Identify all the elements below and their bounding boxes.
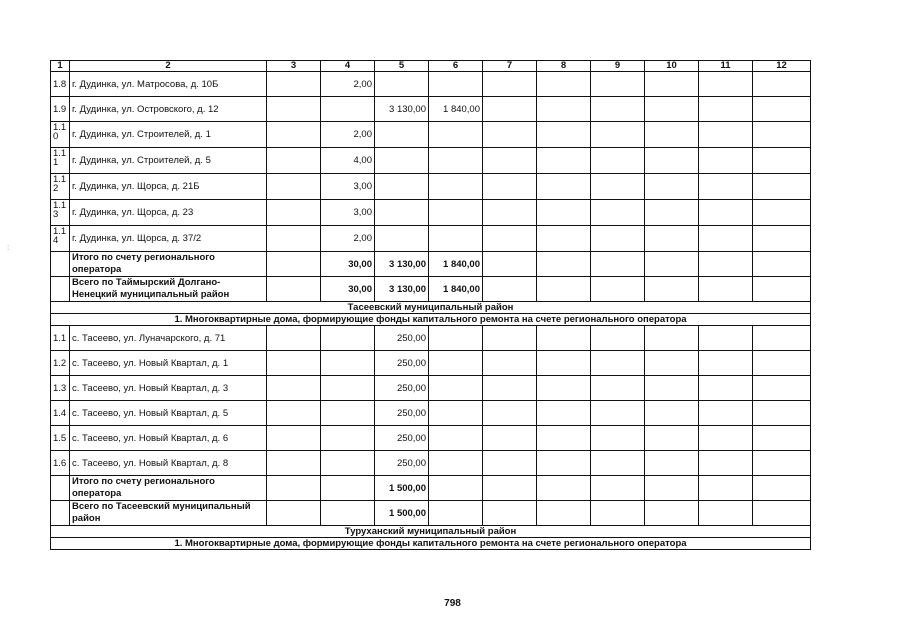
value-cell-6 — [429, 376, 483, 401]
value-cell-5: 1 500,00 — [375, 476, 429, 501]
row-number: 1.2 — [51, 351, 70, 376]
value-cell-5: 3 130,00 — [375, 97, 429, 122]
value-cell-8 — [537, 501, 591, 526]
value-cell-12 — [753, 122, 811, 148]
margin-mark: : — [7, 243, 10, 252]
value-cell-4 — [321, 476, 375, 501]
section-title: 1. Многоквартирные дома, формирующие фонды капитального ремонта на счете регионального оператора — [51, 314, 811, 326]
value-cell-7 — [483, 200, 537, 226]
value-cell-4: 30,00 — [321, 277, 375, 302]
value-cell-11 — [699, 277, 753, 302]
total-row — [51, 252, 811, 277]
value-cell-8 — [537, 277, 591, 302]
value-cell-11 — [699, 501, 753, 526]
value-cell-3 — [267, 122, 321, 148]
value-cell-4: 2,00 — [321, 72, 375, 97]
value-cell-3 — [267, 200, 321, 226]
value-cell-9 — [591, 326, 645, 351]
value-cell-11 — [699, 252, 753, 277]
value-cell-10 — [645, 200, 699, 226]
value-cell-12 — [753, 401, 811, 426]
value-cell-12 — [753, 97, 811, 122]
value-cell-3 — [267, 148, 321, 174]
value-cell-12 — [753, 72, 811, 97]
value-cell-6: 1 840,00 — [429, 97, 483, 122]
value-cell-6 — [429, 226, 483, 252]
value-cell-5: 3 130,00 — [375, 277, 429, 302]
district-row — [51, 302, 811, 314]
value-cell-10 — [645, 277, 699, 302]
value-cell-5 — [375, 148, 429, 174]
value-cell-12 — [753, 252, 811, 277]
district-row — [51, 526, 811, 538]
value-cell-7 — [483, 376, 537, 401]
value-cell-6: 1 840,00 — [429, 252, 483, 277]
value-cell-6 — [429, 401, 483, 426]
address-cell: с. Тасеево, ул. Новый Квартал, д. 6 — [70, 426, 267, 451]
value-cell-4 — [321, 451, 375, 476]
address-cell: г. Дудинка, ул. Щорса, д. 23 — [70, 200, 267, 226]
header-row — [51, 61, 811, 72]
value-cell-10 — [645, 252, 699, 277]
value-cell-9 — [591, 72, 645, 97]
value-cell-8 — [537, 351, 591, 376]
value-cell-8 — [537, 376, 591, 401]
value-cell-11 — [699, 97, 753, 122]
row-number: 1.1 0 — [51, 122, 70, 148]
district-title: Тасеевский муниципальный район — [51, 302, 811, 314]
value-cell-11 — [699, 476, 753, 501]
header-cell: 8 — [537, 61, 591, 72]
header-cell: 5 — [375, 61, 429, 72]
header-cell: 2 — [70, 61, 267, 72]
value-cell-10 — [645, 476, 699, 501]
value-cell-5 — [375, 122, 429, 148]
value-cell-5 — [375, 72, 429, 97]
value-cell-3 — [267, 476, 321, 501]
value-cell-11 — [699, 200, 753, 226]
value-cell-3 — [267, 174, 321, 200]
value-cell-5 — [375, 174, 429, 200]
value-cell-4 — [321, 97, 375, 122]
value-cell-9 — [591, 401, 645, 426]
total-row — [51, 476, 811, 501]
value-cell-5: 250,00 — [375, 326, 429, 351]
value-cell-3 — [267, 226, 321, 252]
value-cell-3 — [267, 72, 321, 97]
value-cell-6: 1 840,00 — [429, 277, 483, 302]
section-title: 1. Многоквартирные дома, формирующие фонды капитального ремонта на счете регионального оператора — [51, 538, 811, 550]
value-cell-3 — [267, 501, 321, 526]
value-cell-8 — [537, 174, 591, 200]
row-number: 1.1 3 — [51, 200, 70, 226]
value-cell-3 — [267, 252, 321, 277]
value-cell-6 — [429, 200, 483, 226]
value-cell-11 — [699, 72, 753, 97]
page-number: 798 — [444, 598, 461, 609]
value-cell-8 — [537, 72, 591, 97]
section-row — [51, 314, 811, 326]
value-cell-4: 3,00 — [321, 174, 375, 200]
row-number: 1.3 — [51, 376, 70, 401]
row-number — [51, 501, 70, 526]
value-cell-12 — [753, 476, 811, 501]
value-cell-6 — [429, 122, 483, 148]
value-cell-3 — [267, 401, 321, 426]
value-cell-4 — [321, 426, 375, 451]
value-cell-11 — [699, 376, 753, 401]
value-cell-8 — [537, 148, 591, 174]
value-cell-5 — [375, 200, 429, 226]
value-cell-11 — [699, 401, 753, 426]
total-row — [51, 277, 811, 302]
value-cell-10 — [645, 226, 699, 252]
address-cell: г. Дудинка, ул. Строителей, д. 5 — [70, 148, 267, 174]
header-cell: 7 — [483, 61, 537, 72]
value-cell-8 — [537, 451, 591, 476]
row-number — [51, 252, 70, 277]
table-row — [51, 376, 811, 401]
value-cell-3 — [267, 376, 321, 401]
header-cell: 9 — [591, 61, 645, 72]
table-row — [51, 351, 811, 376]
address-cell: с. Тасеево, ул. Новый Квартал, д. 1 — [70, 351, 267, 376]
table-row — [51, 451, 811, 476]
value-cell-9 — [591, 252, 645, 277]
address-cell: г. Дудинка, ул. Щорса, д. 37/2 — [70, 226, 267, 252]
value-cell-12 — [753, 351, 811, 376]
value-cell-11 — [699, 148, 753, 174]
header-cell: 10 — [645, 61, 699, 72]
header-cell: 6 — [429, 61, 483, 72]
value-cell-5: 250,00 — [375, 351, 429, 376]
value-cell-4 — [321, 401, 375, 426]
total-label: Всего по Тасеевский муниципальный район — [70, 501, 267, 526]
row-number: 1.1 — [51, 326, 70, 351]
address-cell: г. Дудинка, ул. Матросова, д. 10Б — [70, 72, 267, 97]
value-cell-3 — [267, 351, 321, 376]
value-cell-6 — [429, 148, 483, 174]
value-cell-9 — [591, 148, 645, 174]
address-cell: г. Дудинка, ул. Строителей, д. 1 — [70, 122, 267, 148]
value-cell-5: 250,00 — [375, 426, 429, 451]
total-label: Итого по счету регионального оператора — [70, 252, 267, 277]
value-cell-12 — [753, 277, 811, 302]
header-cell: 4 — [321, 61, 375, 72]
value-cell-9 — [591, 97, 645, 122]
row-number: 1.1 2 — [51, 174, 70, 200]
value-cell-5: 250,00 — [375, 451, 429, 476]
value-cell-12 — [753, 148, 811, 174]
value-cell-10 — [645, 148, 699, 174]
total-label: Всего по Таймырский Долгано-Ненецкий муниципальный район — [70, 277, 267, 302]
value-cell-9 — [591, 451, 645, 476]
value-cell-12 — [753, 451, 811, 476]
value-cell-9 — [591, 174, 645, 200]
value-cell-6 — [429, 451, 483, 476]
value-cell-3 — [267, 97, 321, 122]
value-cell-7 — [483, 451, 537, 476]
row-number — [51, 277, 70, 302]
value-cell-9 — [591, 226, 645, 252]
value-cell-6 — [429, 174, 483, 200]
value-cell-7 — [483, 174, 537, 200]
value-cell-11 — [699, 174, 753, 200]
value-cell-4: 2,00 — [321, 122, 375, 148]
value-cell-10 — [645, 376, 699, 401]
value-cell-10 — [645, 326, 699, 351]
value-cell-11 — [699, 426, 753, 451]
row-number: 1.4 — [51, 401, 70, 426]
value-cell-5: 3 130,00 — [375, 252, 429, 277]
value-cell-10 — [645, 351, 699, 376]
value-cell-10 — [645, 501, 699, 526]
total-label: Итого по счету регионального оператора — [70, 476, 267, 501]
value-cell-5 — [375, 226, 429, 252]
table-row — [51, 148, 811, 174]
value-cell-4 — [321, 501, 375, 526]
address-cell: с. Тасеево, ул. Новый Квартал, д. 3 — [70, 376, 267, 401]
value-cell-5: 250,00 — [375, 376, 429, 401]
value-cell-11 — [699, 226, 753, 252]
row-number: 1.1 4 — [51, 226, 70, 252]
address-cell: с. Тасеево, ул. Новый Квартал, д. 5 — [70, 401, 267, 426]
value-cell-4 — [321, 351, 375, 376]
total-row — [51, 501, 811, 526]
value-cell-10 — [645, 97, 699, 122]
row-number: 1.5 — [51, 426, 70, 451]
table-row — [51, 401, 811, 426]
value-cell-6 — [429, 501, 483, 526]
value-cell-9 — [591, 277, 645, 302]
table-row — [51, 200, 811, 226]
value-cell-6 — [429, 72, 483, 97]
value-cell-11 — [699, 351, 753, 376]
value-cell-8 — [537, 122, 591, 148]
value-cell-4 — [321, 326, 375, 351]
value-cell-8 — [537, 476, 591, 501]
value-cell-7 — [483, 351, 537, 376]
value-cell-3 — [267, 426, 321, 451]
value-cell-5: 250,00 — [375, 401, 429, 426]
row-number: 1.8 — [51, 72, 70, 97]
value-cell-10 — [645, 451, 699, 476]
value-cell-7 — [483, 476, 537, 501]
table-row — [51, 426, 811, 451]
value-cell-7 — [483, 226, 537, 252]
value-cell-9 — [591, 476, 645, 501]
header-cell: 3 — [267, 61, 321, 72]
table-row — [51, 174, 811, 200]
value-cell-7 — [483, 501, 537, 526]
value-cell-10 — [645, 174, 699, 200]
value-cell-3 — [267, 326, 321, 351]
value-cell-10 — [645, 401, 699, 426]
value-cell-3 — [267, 451, 321, 476]
value-cell-7 — [483, 326, 537, 351]
value-cell-3 — [267, 277, 321, 302]
value-cell-7 — [483, 122, 537, 148]
address-cell: г. Дудинка, ул. Щорса, д. 21Б — [70, 174, 267, 200]
table-row — [51, 97, 811, 122]
value-cell-12 — [753, 501, 811, 526]
row-number — [51, 476, 70, 501]
value-cell-8 — [537, 426, 591, 451]
value-cell-12 — [753, 426, 811, 451]
value-cell-12 — [753, 376, 811, 401]
value-cell-4: 30,00 — [321, 252, 375, 277]
table-row — [51, 226, 811, 252]
value-cell-12 — [753, 226, 811, 252]
value-cell-10 — [645, 122, 699, 148]
value-cell-9 — [591, 122, 645, 148]
header-cell: 1 — [51, 61, 70, 72]
address-cell: с. Тасеево, ул. Новый Квартал, д. 8 — [70, 451, 267, 476]
row-number: 1.9 — [51, 97, 70, 122]
value-cell-7 — [483, 277, 537, 302]
value-cell-5: 1 500,00 — [375, 501, 429, 526]
value-cell-9 — [591, 501, 645, 526]
row-number: 1.1 1 — [51, 148, 70, 174]
value-cell-4: 4,00 — [321, 148, 375, 174]
value-cell-7 — [483, 252, 537, 277]
district-title: Туруханский муниципальный район — [51, 526, 811, 538]
value-cell-6 — [429, 351, 483, 376]
value-cell-10 — [645, 72, 699, 97]
value-cell-4 — [321, 376, 375, 401]
value-cell-8 — [537, 97, 591, 122]
value-cell-4: 2,00 — [321, 226, 375, 252]
address-cell: г. Дудинка, ул. Островского, д. 12 — [70, 97, 267, 122]
value-cell-7 — [483, 97, 537, 122]
value-cell-8 — [537, 326, 591, 351]
header-cell: 12 — [753, 61, 811, 72]
value-cell-10 — [645, 426, 699, 451]
value-cell-9 — [591, 351, 645, 376]
value-cell-8 — [537, 226, 591, 252]
value-cell-9 — [591, 426, 645, 451]
value-cell-9 — [591, 376, 645, 401]
table-row — [51, 122, 811, 148]
value-cell-7 — [483, 401, 537, 426]
value-cell-11 — [699, 122, 753, 148]
row-number: 1.6 — [51, 451, 70, 476]
value-cell-11 — [699, 451, 753, 476]
section-row — [51, 538, 811, 550]
header-cell: 11 — [699, 61, 753, 72]
value-cell-8 — [537, 252, 591, 277]
address-cell: с. Тасеево, ул. Луначарского, д. 71 — [70, 326, 267, 351]
value-cell-6 — [429, 476, 483, 501]
value-cell-7 — [483, 426, 537, 451]
value-cell-8 — [537, 200, 591, 226]
value-cell-9 — [591, 200, 645, 226]
value-cell-8 — [537, 401, 591, 426]
value-cell-12 — [753, 200, 811, 226]
value-cell-11 — [699, 326, 753, 351]
value-cell-7 — [483, 72, 537, 97]
repair-program-table — [50, 60, 811, 550]
value-cell-6 — [429, 426, 483, 451]
value-cell-7 — [483, 148, 537, 174]
table-row — [51, 326, 811, 351]
value-cell-12 — [753, 174, 811, 200]
table-row — [51, 72, 811, 97]
value-cell-4: 3,00 — [321, 200, 375, 226]
value-cell-6 — [429, 326, 483, 351]
value-cell-12 — [753, 326, 811, 351]
